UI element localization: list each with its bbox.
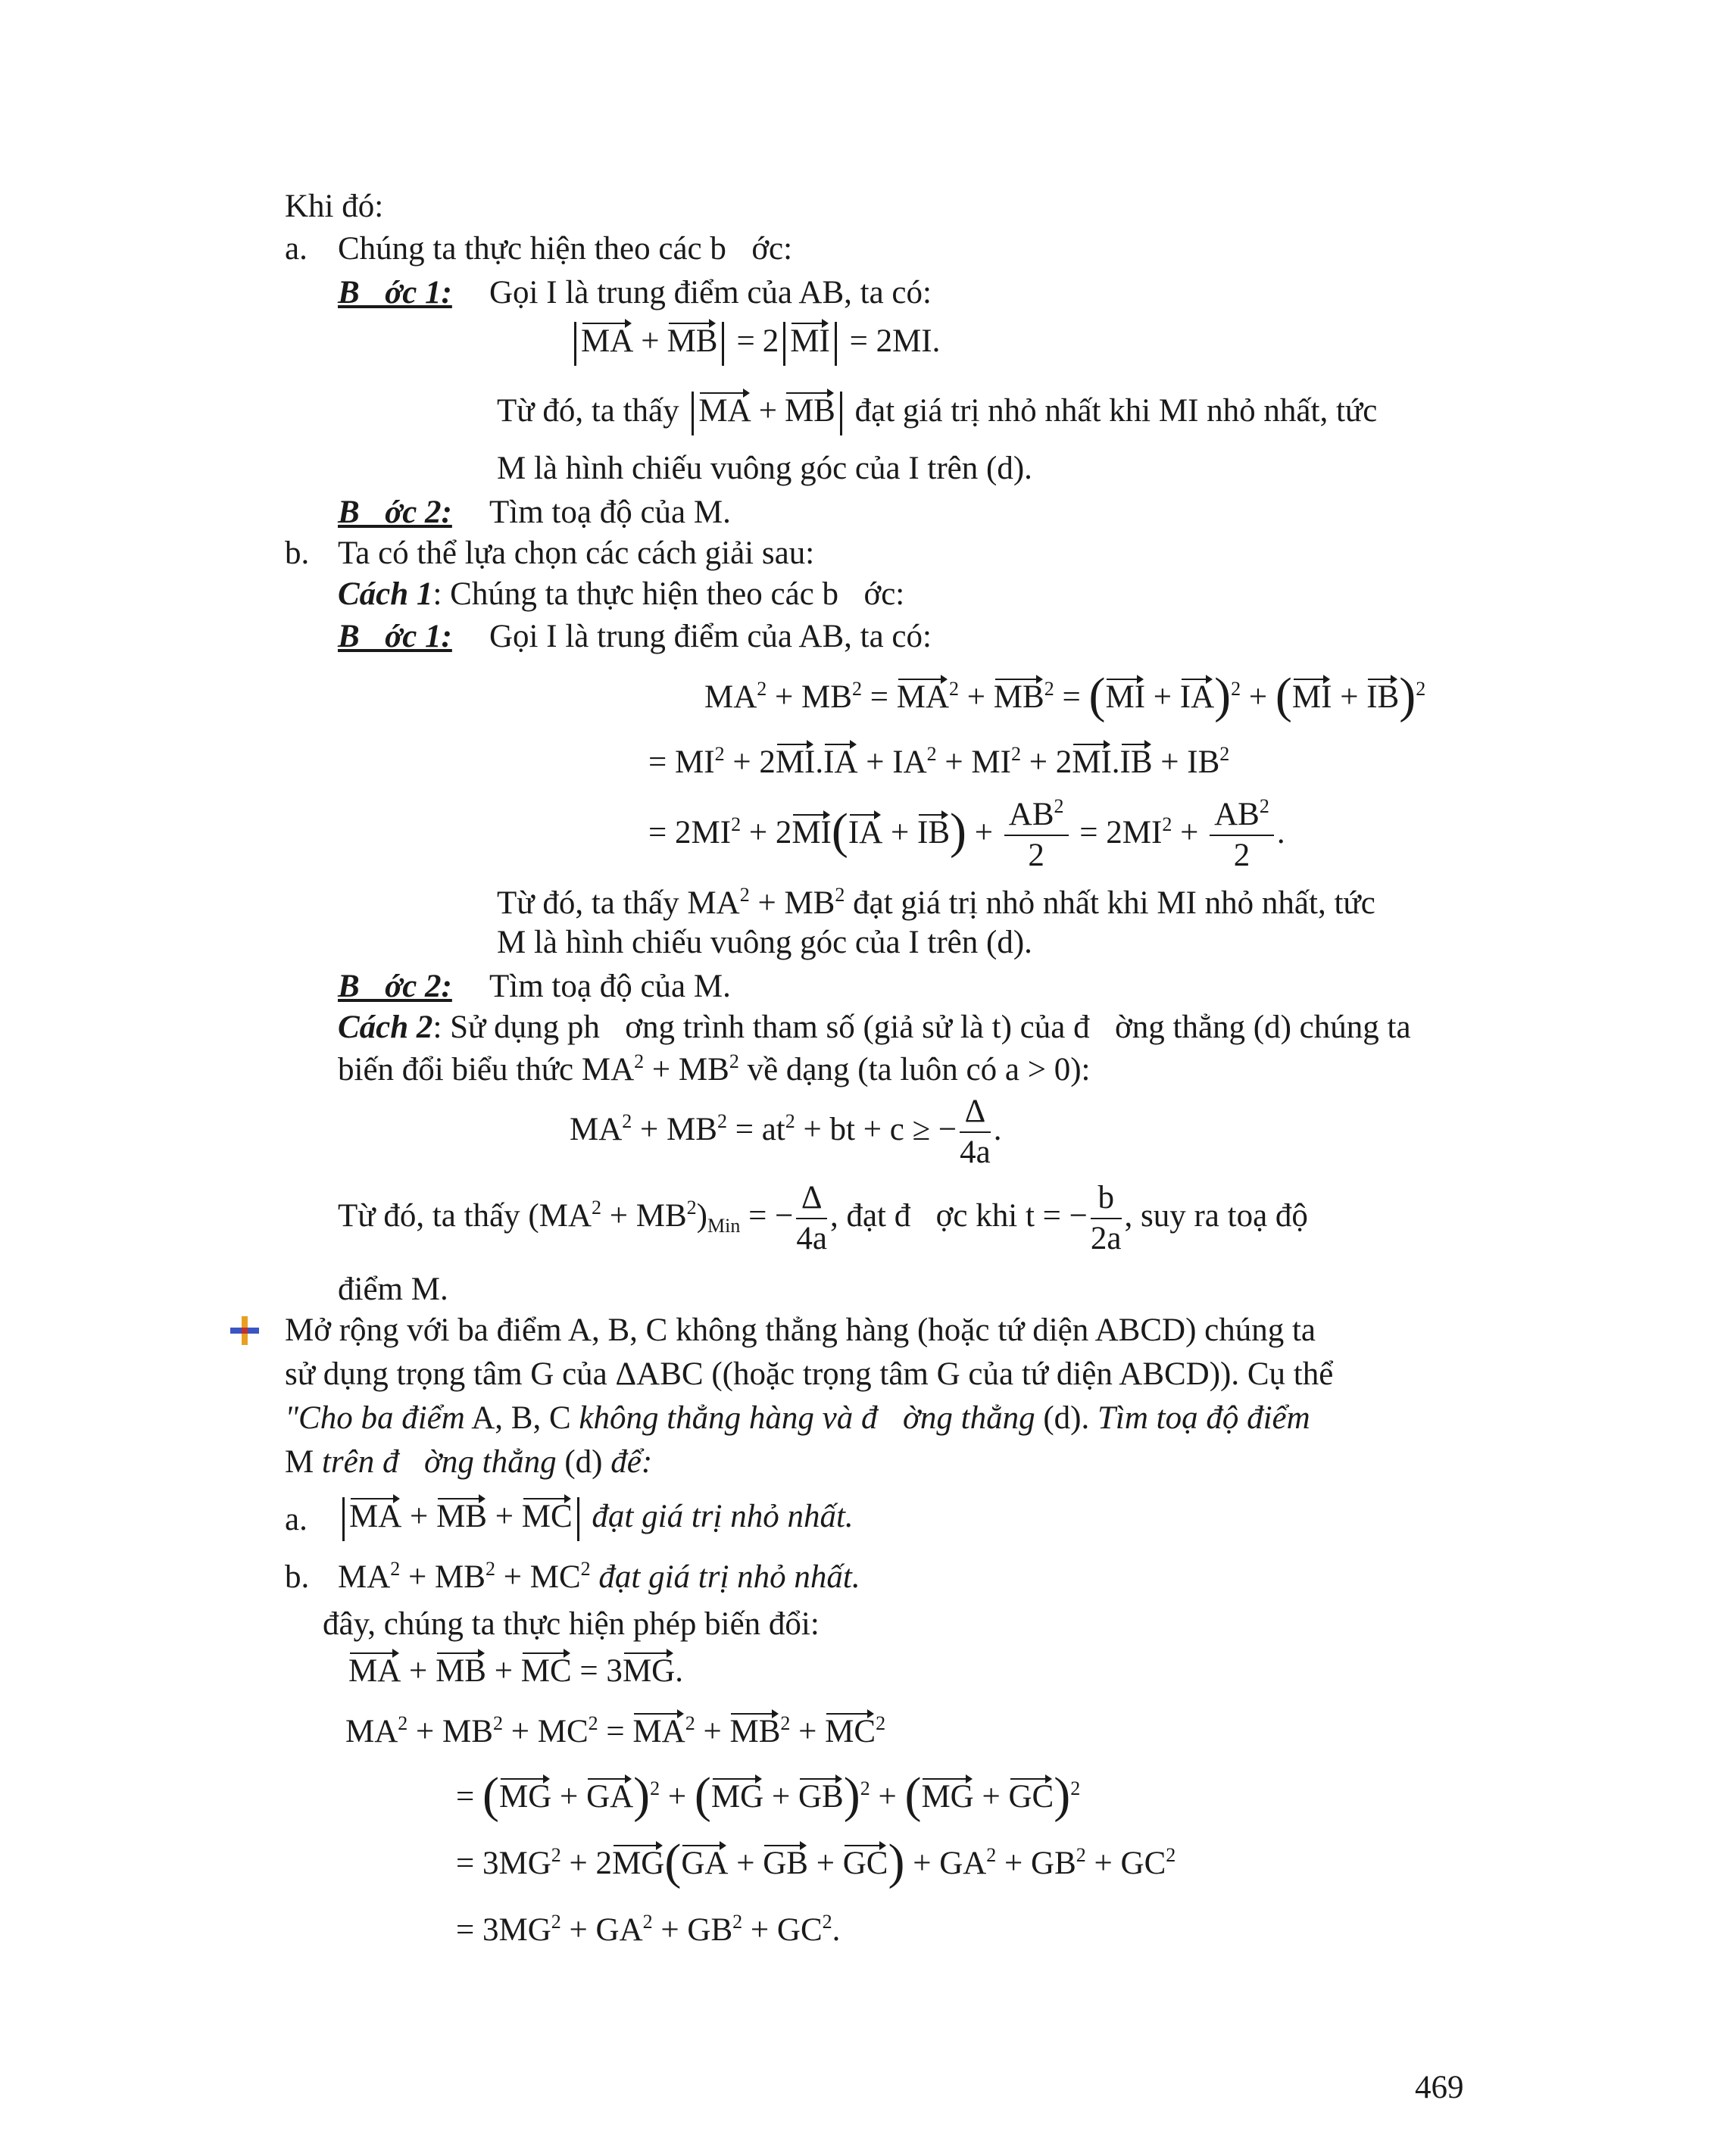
eq-rhs: = 2MI. <box>849 323 941 359</box>
min-mid: , đạt đ ợc khi <box>829 1197 1018 1234</box>
eq-quadratic: $MA^2 + MB^2 = at^2$ + bt + c ≥ − $\frac{\Delta}{4a}$ . <box>570 1094 1002 1170</box>
part-a-step1-text: Gọi I là trung điểm của AB, ta có: <box>489 275 932 311</box>
eq-g-line3: = $3MG^2 + 2MG(GA$ + GB + $GC) + GA^2 + GB^2 + GC^2$ <box>456 1834 1176 1890</box>
extension-line4 <box>285 1442 652 1483</box>
ext-l4d: để: <box>610 1444 653 1480</box>
eq-b1-line1: $MA^2 + MB^2 = MA^2 + MB^2 = (MI + IA)^2 + (MI + IB)^2$ <box>704 668 1426 723</box>
part-a-step2-text: Tìm toạ độ của M. <box>489 495 731 530</box>
extension-line2: sử dụng trọng tâm G của ΔABC ((hoặc trọng tâm G của tứ diện ABCD)). Cụ thể <box>285 1356 1334 1392</box>
eq-centroid: MA + MB + MC = 3MG. <box>348 1651 683 1692</box>
cach1-text: : Chúng ta thực hiện theo các b ớc: <box>432 576 905 612</box>
part-b-conclusion-line2: M là hình chiếu vuông góc của I trên (d). <box>497 925 1032 960</box>
part-a-step1-label: B ớc 1: <box>338 275 452 311</box>
min-pre: Từ đó, ta thấy <box>338 1197 520 1234</box>
ext-l4b: trên đ ờng thẳng <box>321 1444 557 1480</box>
min-line: Từ đó, ta thấy $(MA^2 + MB^2)_{Min}$ = − $\frac{\Delta}{4a}$ , đạt đ ợc khi t = − $\frac{b}{2a}$ , suy ra toạ độ <box>338 1180 1308 1256</box>
ext-l4a: M <box>285 1444 314 1480</box>
cach2-line2-post: về dạng (ta luôn có a > 0): <box>747 1052 1091 1088</box>
ext-l3a: "Cho ba điểm <box>285 1400 465 1436</box>
ext-l3b: A, B, C <box>471 1400 571 1436</box>
cach2-line2-pre: biến đổi biểu thức <box>338 1052 574 1088</box>
cach1-line <box>338 574 904 615</box>
part-a-step2-label: B ớc 2: <box>338 495 452 530</box>
ext-item-a-text: đạt giá trị nhỏ nhất. <box>592 1499 854 1534</box>
conclusion-post: đạt giá trị nhỏ nhất khi MI nhỏ nhất, tức <box>854 393 1378 429</box>
cach1-label: Cách 1 <box>338 576 433 612</box>
conclusion-pre: Từ đó, ta thấy <box>497 393 679 429</box>
part-b-label: b. <box>285 535 310 571</box>
cach2-line2: biến đổi biểu thức $MA^2 + MB^2$ về dạng (ta luôn có a > 0): <box>338 1050 1091 1088</box>
ext-l3c: không thẳng hàng và đ ờng thẳng <box>579 1400 1035 1436</box>
ext-l3d: (d). <box>1043 1400 1090 1436</box>
extension-line3 <box>285 1398 1310 1439</box>
ext-l4c: (d) <box>564 1444 603 1480</box>
part-b-step1-label: B ớc 1: <box>338 619 452 654</box>
cach2-label: Cách 2 <box>338 1010 433 1045</box>
cach2-line1 <box>338 1007 1411 1048</box>
ext-l3e: Tìm toạ độ điểm <box>1097 1400 1310 1436</box>
eq-g-line1: $MA^2 + MB^2 + MC^2 = MA^2 + MB^2 + MC^2$ <box>345 1712 885 1752</box>
eq-b1-line2: = $MI^2 + 2MI.IA + IA^2 + MI^2 + 2MI.IB + IB^2$ <box>648 742 1229 783</box>
part-b-conclusion-text: đạt giá trị nhỏ nhất khi MI nhỏ nhất, tức <box>853 885 1375 921</box>
extension-line1: Mở rộng với ba điểm A, B, C không thẳng hàng (hoặc tứ diện ABCD) chúng ta <box>285 1312 1316 1348</box>
plus-bullet-icon <box>229 1315 261 1347</box>
min-end: điểm M. <box>338 1272 448 1307</box>
intro-text: Khi đó: <box>285 189 384 224</box>
cach2-text: : Sử dụng ph ơng trình tham số (giả sử là t) của đ ờng thẳng (d) chúng ta <box>432 1010 1411 1045</box>
ext-item-b-text: đạt giá trị nhỏ nhất. <box>598 1559 860 1595</box>
eq-vector-sum-norm: MA + MB = 2 MI = 2MI. <box>570 321 940 366</box>
part-b-step2-text: Tìm toạ độ của M. <box>489 969 731 1004</box>
min-post: , suy ra toạ độ <box>1124 1197 1308 1234</box>
part-a-conclusion-line1: Từ đó, ta thấy MA + MB đạt giá trị nhỏ nhất khi MI nhỏ nhất, tức <box>497 391 1377 435</box>
ext-item-a-label: a. <box>285 1502 308 1537</box>
part-b-conclusion-line1: Từ đó, ta thấy $MA^2 + MB^2$ đạt giá trị nhỏ nhất khi MI nhỏ nhất, tức <box>497 884 1375 921</box>
transform-text: đây, chúng ta thực hiện phép biến đổi: <box>323 1606 820 1642</box>
page-number: 469 <box>1415 2070 1464 2105</box>
part-a-text: Chúng ta thực hiện theo các b ớc: <box>338 231 793 267</box>
part-b-text: Ta có thể lựa chọn các cách giải sau: <box>338 535 815 571</box>
ext-item-b: $MA^2 + MB^2 + MC^2$ đạt giá trị nhỏ nhất. <box>338 1558 860 1595</box>
part-a-label: a. <box>285 231 308 267</box>
eq-b1-line3: = $2MI^2 + 2MI(IA + IB)$ + $\frac{AB^2}{2}$ = $2MI^2$ + $\frac{AB^2}{2}$ . <box>648 795 1285 873</box>
part-b-step2-label: B ớc 2: <box>338 969 452 1004</box>
part-a-conclusion-line2: M là hình chiếu vuông góc của I trên (d). <box>497 451 1032 486</box>
part-b-step1-text: Gọi I là trung điểm của AB, ta có: <box>489 619 932 654</box>
eq-g-line2: = (MG + GA)$^2$ + (MG + GB)$^2$ + (MG + GC)$^2$ <box>456 1768 1081 1823</box>
eq-g-line4: = $3MG^2 + GA^2 + GB^2 + GC^2$. <box>456 1911 841 1948</box>
ext-item-a: MA + MB + MC đạt giá trị nhỏ nhất. <box>338 1496 854 1541</box>
ext-item-b-label: b. <box>285 1559 310 1595</box>
